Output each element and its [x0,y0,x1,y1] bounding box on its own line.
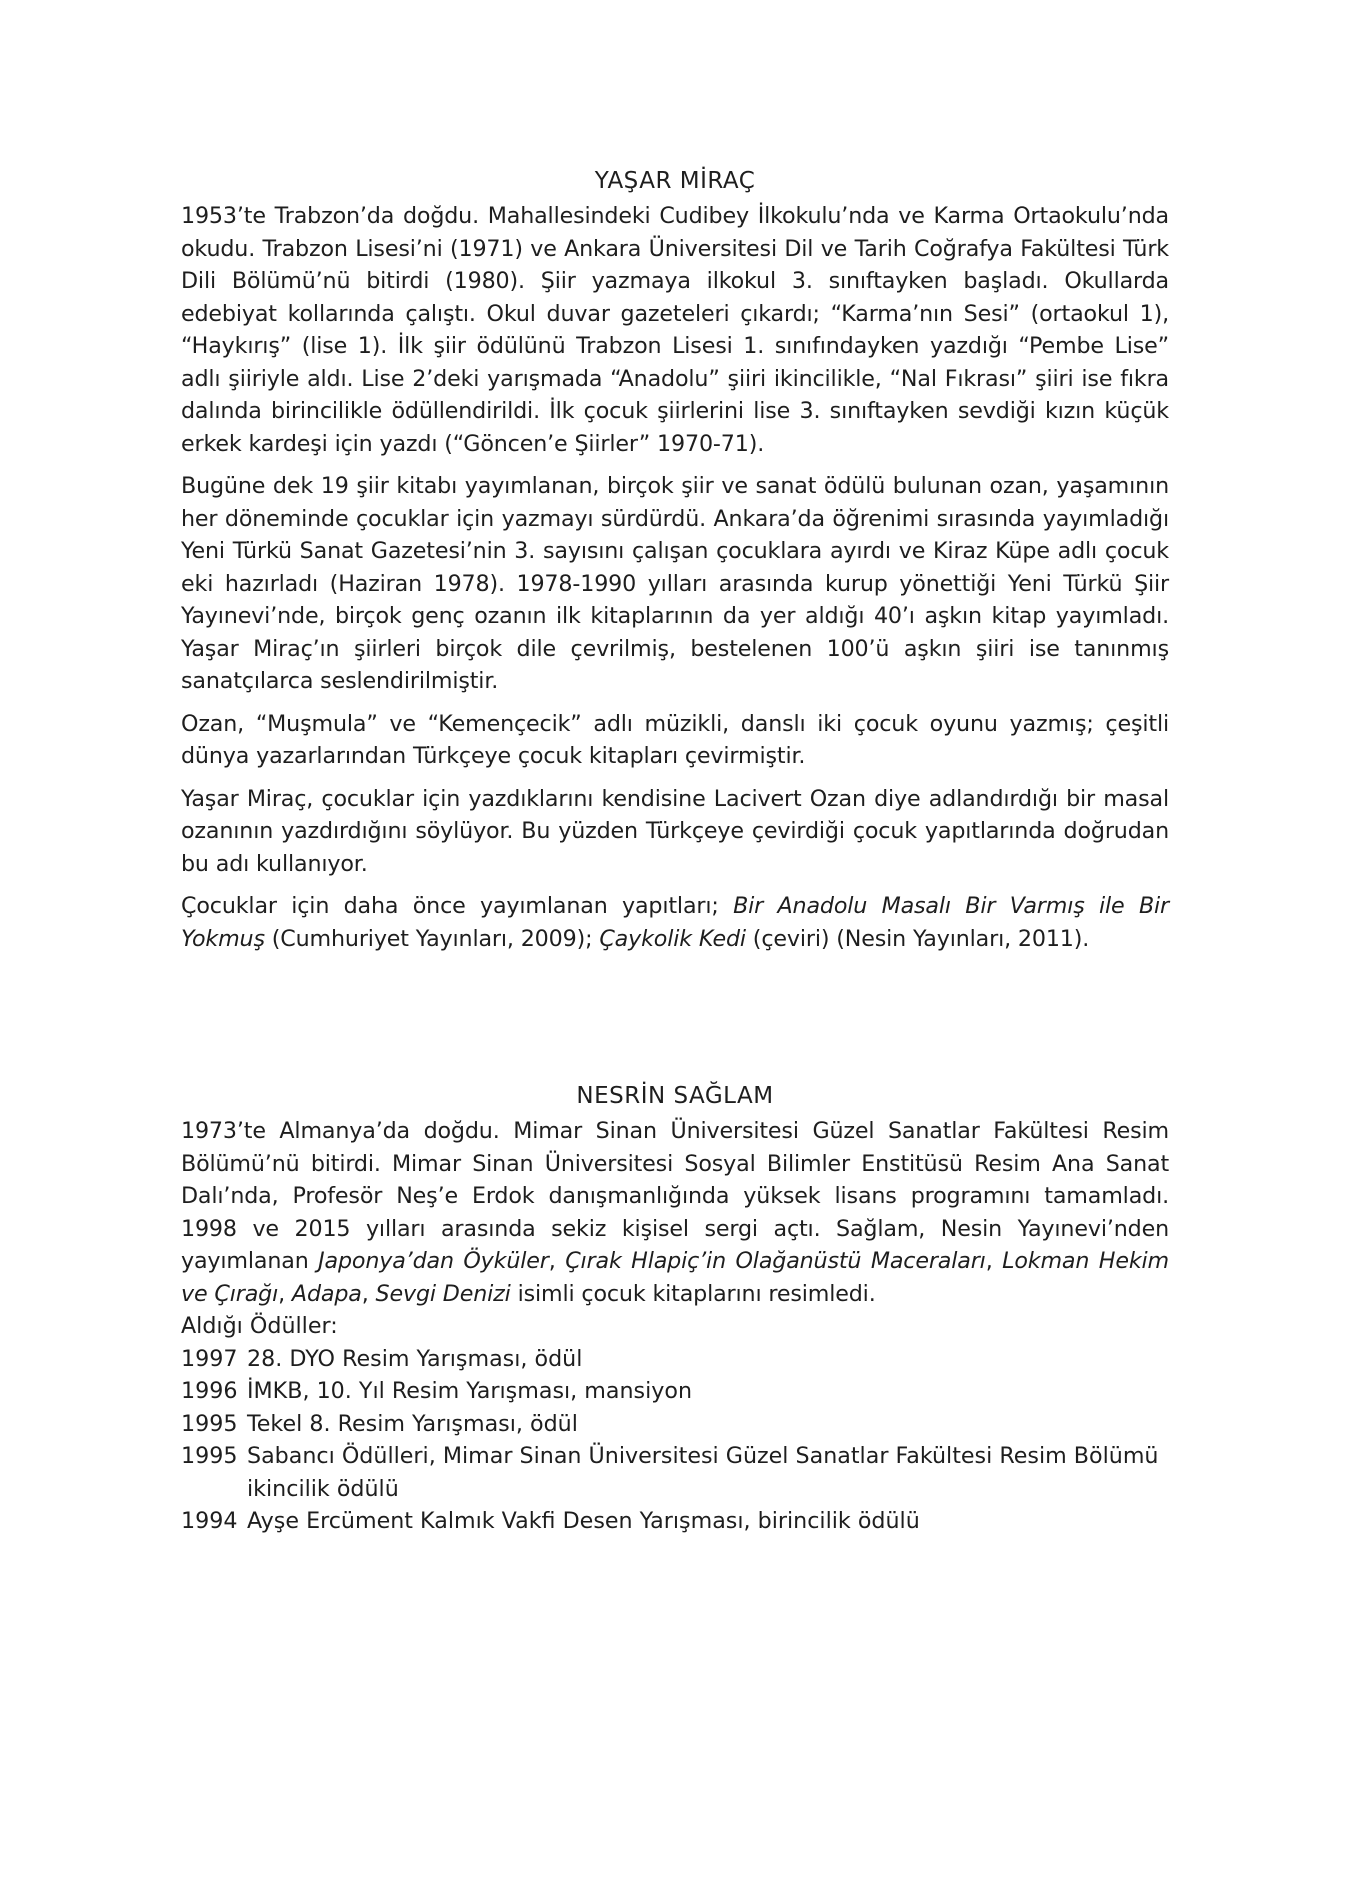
text-run: , [985,1248,1003,1274]
award-year: 1996 [181,1378,238,1404]
text-run: , [278,1280,292,1307]
section-title: NESRİN SAĞLAM [576,1083,774,1109]
award-text: Tekel 8. Resim Yarışması, ödül [247,1410,578,1437]
award-text: İMKB, 10. Yıl Resim Yarışması, mansiyon [247,1378,693,1404]
text-run: Çocuklar için daha önce yayımlanan yapıtları; [181,893,734,919]
award-item [181,1408,1169,1441]
text-run: , [361,1280,376,1307]
award-text: 28. DYO Resim Yarışması, ödül [247,1345,583,1372]
paragraph: 1953’te Trabzon’da doğdu. Mahallesindeki Cudibey İlkokulu’nda ve Karma Ortaokulu’nda okudu. Trabzon Lisesi’ni (1971) ve Ankara Üniversitesi Dil ve Tarih Coğrafya Fakültesi Türk Dili Bölümü’nü bitirdi (1980). Şiir yazmaya ilkokul 3. sınıftayken başladı. Okullarda edebiyat kollarında çalıştı. Okul duvar gazeteleri çıkardı; “Karma’nın Sesi” (ortaokul 1), “Haykırış” (lise 1). İlk şiir ödülünü Trabzon Lisesi 1. sınıfındayken yazdığı “Pembe Lise” adlı şiiriyle aldı. Lise 2’deki yarışmada “Anadolu” şiiri ikincilikle, “Nal Fıkrası” şiiri ise fıkra dalında birincilikle ödüllendirildi. İlk çocuk şiirlerini lise 3. sınıftayken sevdiği kızın küçük erkek kardeşi için yazdı (“Göncen’e Şiirler” 1970-71). [181,203,1169,457]
award-item [181,1375,1169,1408]
book-title: Çaykolik Kedi [599,925,746,952]
book-title: Adapa [291,1280,362,1307]
award-item [181,1505,1169,1538]
award-year: 1997 [181,1345,238,1372]
paragraph: Ozan, “Muşmula” ve “Kemençecik” adlı müzikli, danslı iki çocuk oyunu yazmış; çeşitli dünya yazarlarından Türkçeye çocuk kitapları çevirmiştir. [181,710,1169,769]
paragraph-published-works [181,890,1169,955]
biography-nesrin-saglam [181,1083,1169,1538]
text-run: (çeviri) (Nesin Yayınları, 2011). [745,925,1090,952]
awards-label: Aldığı Ödüller: [181,1313,338,1339]
award-text: Sabancı Ödülleri, Mimar Sinan Üniversitesi Güzel Sanatlar Fakültesi Resim Bölümü ikincilik ödülü [247,1443,1159,1502]
book-title: Bir Anadolu Masalı Bir Varmış ile Bir Yokmuş [181,893,1169,952]
paragraph: Bugüne dek 19 şiir kitabı yayımlanan, birçok şiir ve sanat ödülü bulunan ozan, yaşamının her döneminde çocuklar için yazmayı sürdürdü. Ankara’da öğrenimi sırasında yayımladığı Yeni Türkü Sanat Gazetesi’nin 3. sayısını çalışan çocuklara ayırdı ve Kiraz Küpe adlı çocuk eki hazırladı (Haziran 1978). 1978-1990 yılları arasında kurup yönettiği Yeni Türkü Şiir Yayınevi’nde, birçok genç ozanın ilk kitaplarının da yer aldığı 40’ı aşkın kitap yayımladı. Yaşar Miraç’ın şiirleri birçok dile çevrilmiş, bestelenen 100’ü aşkın şiiri ise tanınmış sanatçılarca seslendirilmiştir. [181,473,1169,694]
text-run: (Cumhuriyet Yayınları, 2009); [264,925,600,952]
biography-yasar-mirac [181,168,1169,955]
book-title: Çırak Hlapiç’in Olağanüstü Maceraları [565,1248,986,1274]
award-year: 1994 [181,1508,238,1534]
paragraph [181,1115,1169,1310]
page-content [181,168,1169,1538]
text-run: , [548,1248,566,1274]
award-year: 1995 [181,1410,238,1437]
award-item [181,1440,1169,1505]
book-title: Japonya’dan Öyküler [318,1248,549,1274]
award-item [181,1343,1169,1376]
text-run: 1973’te Almanya’da doğdu. Mimar Sinan Üniversitesi Güzel Sanatlar Fakültesi Resim Bölümü’nü bitirdi. Mimar Sinan Üniversitesi Sosyal Bilimler Enstitüsü Resim Ana Sanat Dalı’nda, Profesör Neş’e Erdok danışmanlığında yüksek lisans programını tamamladı. 1998 ve 2015 yılları arasında sekiz kişisel sergi açtı. Sağlam, Nesin Yayınevi’nden yayımlanan [181,1118,1169,1274]
section-title: YAŞAR MİRAÇ [594,168,756,194]
award-year: 1995 [181,1443,238,1469]
book-title: Sevgi Denizi [375,1280,511,1307]
awards-list [181,1343,1169,1538]
paragraph: Yaşar Miraç, çocuklar için yazdıklarını kendisine Lacivert Ozan diye adlandırdığı bir masal ozanının yazdırdığını söylüyor. Bu yüzden Türkçeye çevirdiği çocuk yapıtlarında doğrudan bu adı kullanıyor. [181,785,1169,877]
book-title: Lokman Hekim ve Çırağı [181,1248,1169,1307]
award-text: Ayşe Ercüment Kalmık Vakfi Desen Yarışması, birincilik ödülü [247,1508,920,1534]
text-run: isimli çocuk kitaplarını resimledi. [510,1280,876,1307]
